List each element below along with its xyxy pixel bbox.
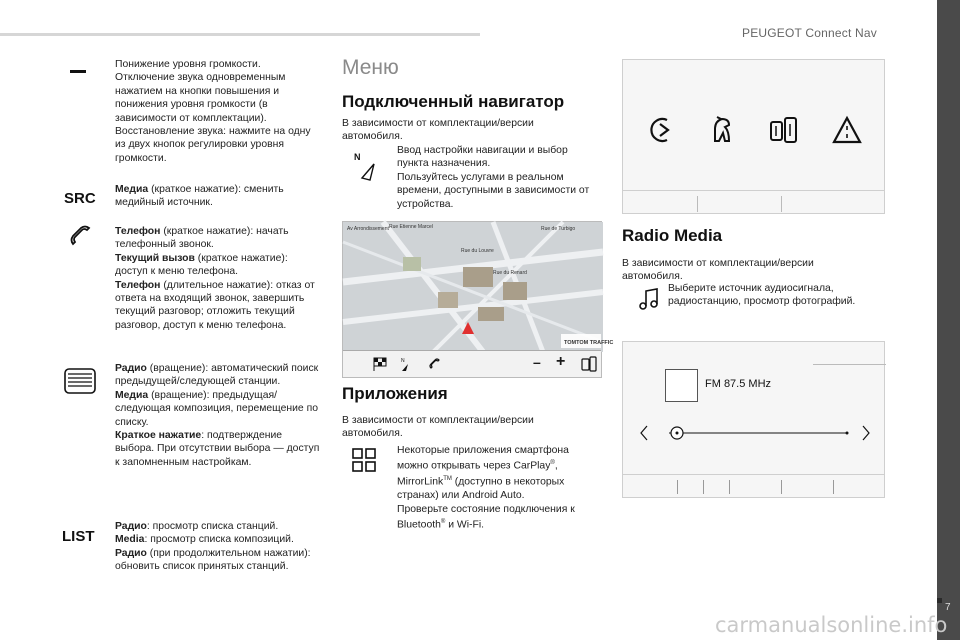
frequency-slider[interactable]	[637, 422, 873, 444]
list-text: Радио: просмотр списка станций. Media: просмотр списка композиций. Радио (при продолжительном нажатии): обновить список принятых станций.	[115, 521, 311, 573]
navigator-desc: Ввод настройки навигации и выбор пункта назначения. Пользуйтесь услугами в реальном времени, доступными в зависимости от устройства.	[397, 145, 590, 210]
apps-grid-icon	[352, 448, 376, 472]
page-header-title: PEUGEOT Connect Nav	[742, 26, 877, 40]
phone-icon[interactable]	[428, 357, 442, 371]
src-label: SRC	[64, 190, 96, 207]
phone-text: Телефон (краткое нажатие): начать телефонный звонок. Текущий вызов (краткое нажатие): доступ к меню телефона. Телефон (длительное нажатие): отказ от ответа на входящий звонок, завершить текущий разговор; отложить текущий разговор, доступ к меню телефона.	[115, 226, 315, 331]
album-art-box	[665, 369, 698, 402]
tab-divider	[781, 480, 782, 494]
page-number: 7	[945, 602, 951, 613]
radio-media-screen	[622, 341, 885, 498]
radio-intro: В зависимости от комплектации/версии автомобиля.	[622, 258, 814, 283]
navigation-map-screen	[342, 221, 614, 378]
volume-down-text: Понижение уровня громкости. Отключение звука одновременным нажатием на кнопки повышения и понижения уровня громкости (в зависимости от комплектации). Восстановление звука: нажмите на одну из двух кнопок регулировки уровня громкости.	[115, 59, 311, 164]
tab-divider	[833, 480, 834, 494]
top-rule	[0, 33, 480, 36]
apps-desc: Некоторые приложения смартфона можно открывать через CarPlay®, MirrorLink™ (доступно в некоторых странах) или Android Auto. Проверьте состояние подключения к Bluetooth® и Wi-Fi.	[397, 445, 575, 531]
radio-heading: Radio Media	[622, 226, 723, 245]
map-view	[343, 222, 614, 352]
flag-icon[interactable]	[373, 357, 387, 371]
menu-divider	[623, 190, 884, 191]
station-label: FM 87.5 MHz	[705, 378, 772, 390]
prev-station-icon	[641, 426, 647, 440]
navigator-heading: Подключенный навигатор	[342, 92, 565, 111]
tab-divider	[703, 480, 704, 494]
compass-icon[interactable]	[398, 356, 412, 372]
src-text: Медиа (краткое нажатие): сменить медийный источник.	[115, 184, 284, 209]
radio-desc: Выберите источник аудиосигнала, радиостанцию, просмотр фотографий.	[668, 283, 856, 308]
svg-text:N: N	[401, 358, 405, 364]
minus-icon	[70, 70, 86, 73]
street-label: Rue du Renard	[493, 270, 527, 276]
watermark: carmanualsonline.info	[715, 613, 948, 637]
svg-text:N: N	[354, 152, 361, 162]
apps-intro: В зависимости от комплектации/версии автомобиля.	[342, 415, 534, 440]
map-toolbar	[343, 350, 601, 377]
phone-icon	[67, 222, 95, 250]
apps-heading: Приложения	[342, 384, 448, 403]
wheel-text: Радио (вращение): автоматический поиск предыдущей/следующей станции. Медиа (вращение): предыдущая/следующая композиция, перемещение по списку. Краткое нажатие: подтверждение выбора. При отсутствии выбора — доступ к запомненным настройкам.	[115, 363, 320, 468]
side-tab	[937, 0, 960, 640]
main-menu-screen	[622, 59, 885, 214]
list-label: LIST	[62, 528, 95, 545]
street-label: Rue Etienne Marcel	[389, 224, 433, 230]
next-station-icon	[863, 426, 869, 440]
zoom-in-button[interactable]: +	[556, 353, 566, 370]
menu-title: Меню	[342, 56, 399, 79]
menu-divider	[697, 196, 698, 212]
street-label: Rue de Turbigo	[541, 226, 576, 232]
traffic-label: TOMTOM TRAFFIC	[564, 340, 614, 346]
side-tab-marker	[937, 598, 942, 603]
tab-divider	[677, 480, 678, 494]
bottom-divider	[623, 474, 884, 475]
header-strip	[813, 364, 886, 365]
navigator-intro: В зависимости от комплектации/версии автомобиля.	[342, 118, 534, 143]
zoom-out-button[interactable]: –	[533, 354, 541, 370]
carplay-icon[interactable]	[647, 115, 675, 145]
peugeot-lion-icon[interactable]	[707, 115, 737, 145]
music-note-icon	[637, 287, 659, 311]
navigation-road-icon[interactable]	[832, 116, 862, 144]
thumbwheel-icon	[64, 368, 96, 394]
menu-divider	[781, 196, 782, 212]
street-label: Rue du Louvre	[461, 248, 494, 254]
tab-divider	[729, 480, 730, 494]
mirror-screen-icon[interactable]	[769, 116, 799, 144]
navigation-north-icon	[352, 150, 380, 184]
street-label: Av Arrondissement	[347, 226, 389, 232]
mirror-screen-icon[interactable]	[581, 356, 597, 372]
